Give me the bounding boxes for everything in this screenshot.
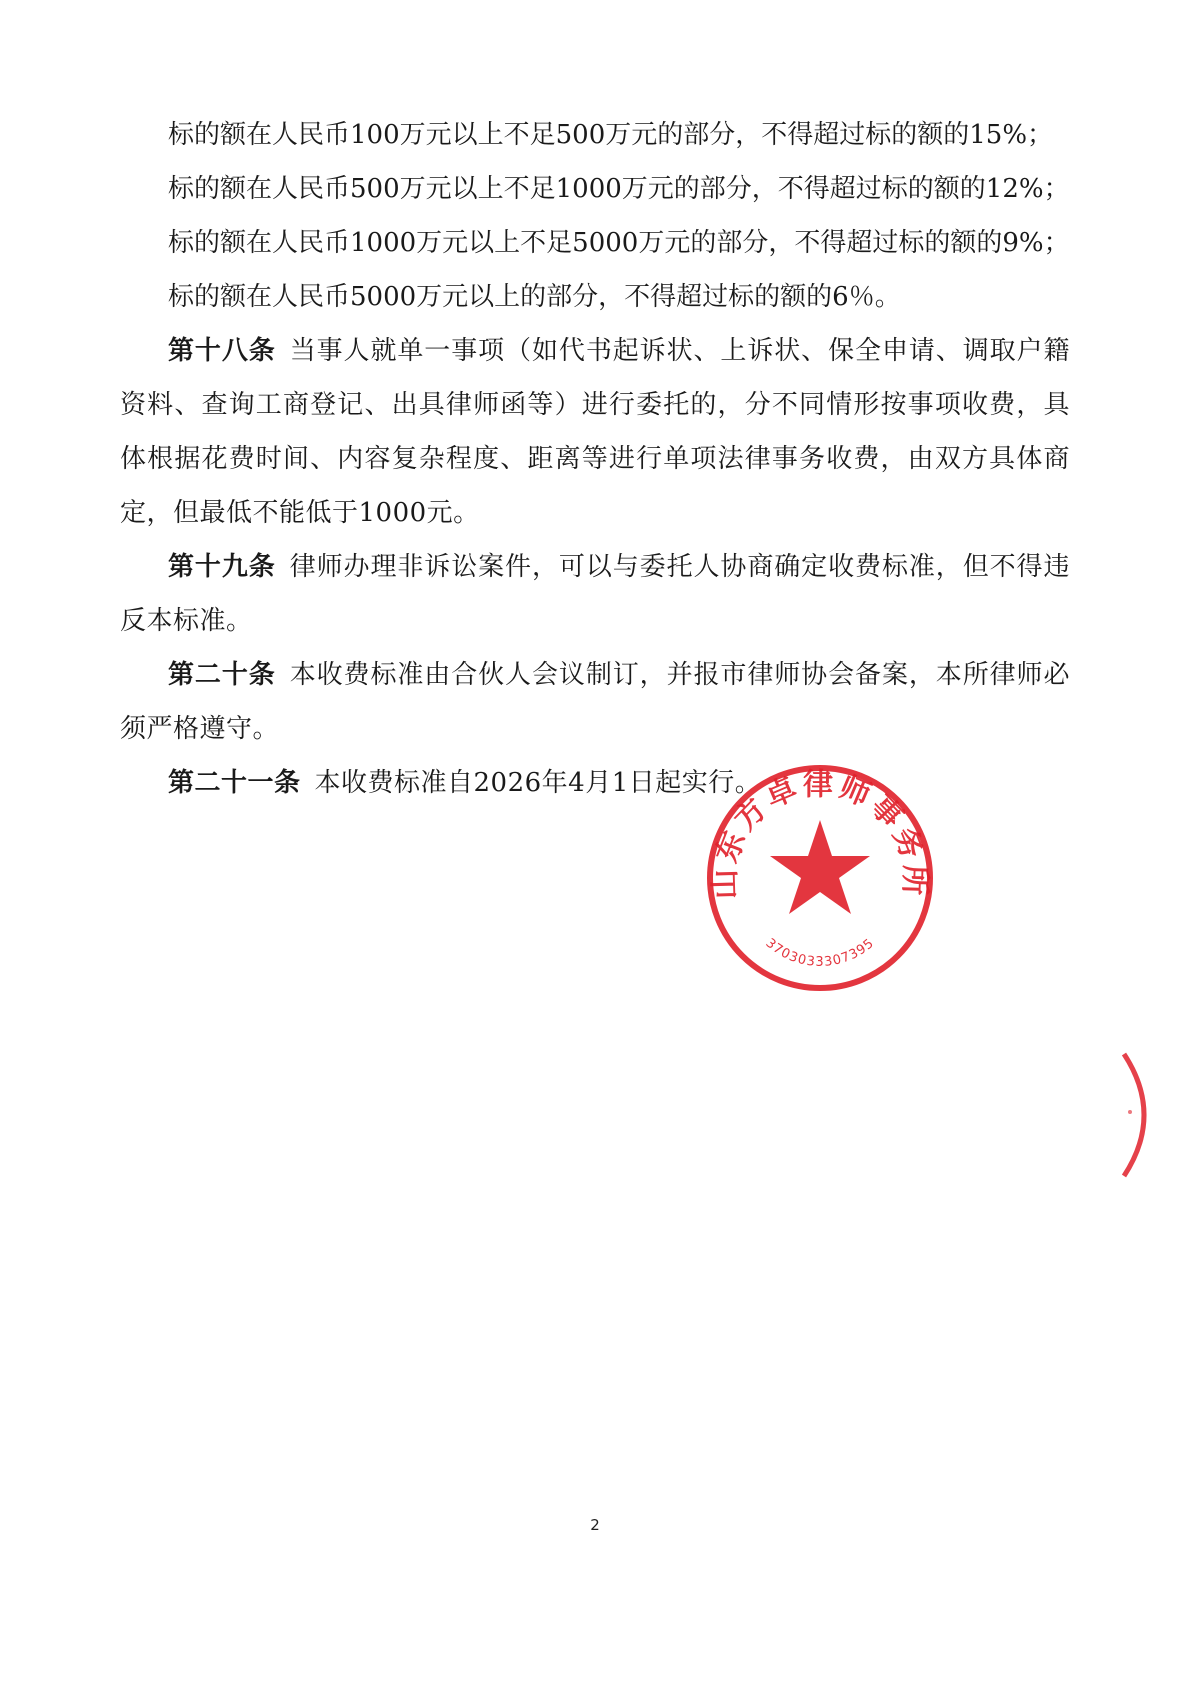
seal-edge-mark <box>1120 1050 1160 1180</box>
article-text: 律师办理非诉讼案件，可以与委托人协商确定收费标准，但不得违反本标准。 <box>120 552 1070 636</box>
article-label: 第二十一条 <box>168 768 301 798</box>
article-18 <box>120 324 1070 540</box>
article-20 <box>120 648 1070 756</box>
fee-tier-line: 标的额在人民币5000万元以上的部分，不得超过标的额的6％。 <box>168 282 901 312</box>
article-text: 本收费标准由合伙人会议制订，并报市律师协会备案，本所律师必须严格遵守。 <box>120 660 1070 744</box>
article-text: 本收费标准自2026年4月1日起实行。 <box>314 768 762 798</box>
article-19 <box>120 540 1070 648</box>
official-seal <box>700 758 940 998</box>
article-label: 第二十条 <box>168 660 276 690</box>
fee-tier-line: 标的额在人民币500万元以上不足1000万元的部分，不得超过标的额的12%； <box>168 174 1070 204</box>
seal-text: 山东方卓律师事务所 <box>707 767 933 900</box>
page-number: 2 <box>590 1516 600 1534</box>
article-text: 当事人就单一事项（如代书起诉状、上诉状、保全申请、调取户籍资料、查询工商登记、出具律师函等）进行委托的，分不同情形按事项收费，具体根据花费时间、内容复杂程度、距离等进行单项法律事务收费，由双方具体商定，但最低不能低于1000元。 <box>120 336 1070 528</box>
article-label: 第十九条 <box>168 552 276 582</box>
document-body <box>120 108 1070 810</box>
fee-tier-line: 标的额在人民币100万元以上不足500万元的部分，不得超过标的额的15%； <box>168 120 1054 150</box>
seal-star-icon <box>770 820 870 914</box>
seal-code: 3703033307395 <box>762 935 878 970</box>
article-label: 第十八条 <box>168 336 276 366</box>
fee-tier-line: 标的额在人民币1000万元以上不足5000万元的部分，不得超过标的额的9%； <box>168 228 1070 258</box>
